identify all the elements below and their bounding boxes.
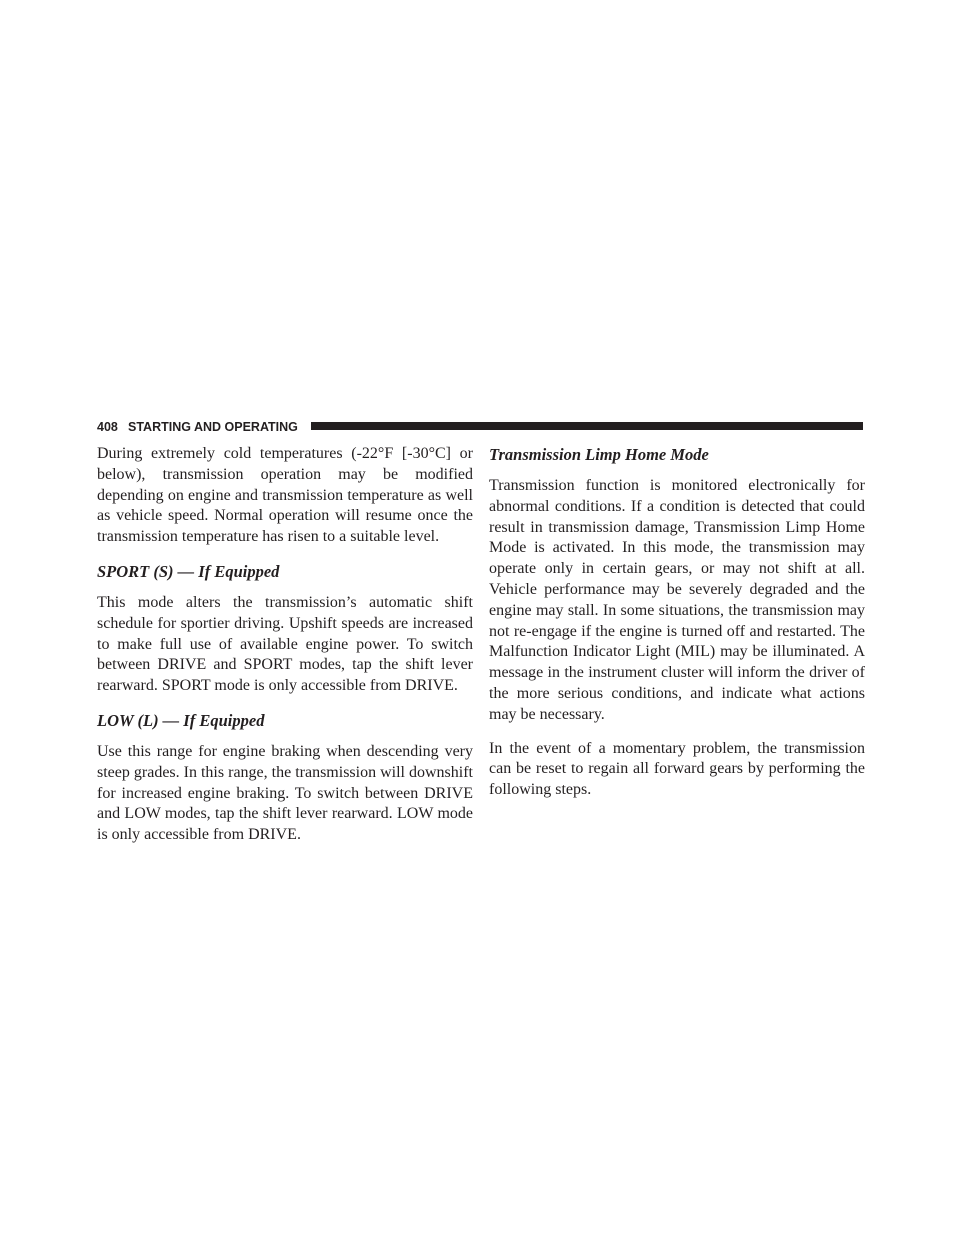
limp-home-heading: Transmission Limp Home Mode — [489, 445, 709, 464]
sport-mode-heading: SPORT (S) — If Equipped — [97, 561, 280, 581]
low-mode-paragraph: Use this range for engine braking when descending very steep grades. In this range, the transmission will downshift for increased engine braking. To switch between DRIVE and LOW modes, tap the shift lever rearward. LOW mode is only accessible from DRIVE. — [97, 742, 473, 844]
header-rule — [311, 422, 863, 430]
page-number: 408 — [97, 420, 118, 434]
cold-temperature-paragraph: During extremely cold temperatures (-22°F [-30°C] or below), transmission operation may be modified depending on engine and transmission temperature as well as vehicle speed. Normal operation will resume once the transmission temperature has risen to a suitable level. — [97, 445, 473, 546]
sport-mode-paragraph: This mode alters the transmission’s automatic shift schedule for sportier driving. Upshift speeds are increased to make full use of available engine power. To switch between DRIVE and SPORT modes, tap the shift lever rearward. SPORT mode is only accessible from DRIVE. — [97, 593, 473, 695]
right-column — [489, 444, 865, 814]
section-title: STARTING AND OPERATING — [128, 420, 298, 434]
low-mode-heading: LOW (L) — If Equipped — [97, 710, 265, 730]
page-header — [97, 419, 863, 437]
reset-paragraph: In the event of a momentary problem, the transmission can be reset to regain all forward gears by performing the following steps. — [489, 739, 865, 799]
limp-home-paragraph: Transmission function is monitored electronically for abnormal conditions. If a condition is detected that could result in transmission damage, Transmission Limp Home Mode is activated. In this mode, the transmission may operate only in certain gears, or may not shift at all. Vehicle performance may be severely degraded and the engine may stall. In some situations, the transmission may not re-engage if the engine is turned off and restarted. The Malfunction Indicator Light (MIL) may be illuminated. A message in the instrument cluster will inform the driver of the more serious conditions, and indicate what actions may be necessary. — [489, 477, 865, 723]
left-column — [97, 444, 473, 859]
